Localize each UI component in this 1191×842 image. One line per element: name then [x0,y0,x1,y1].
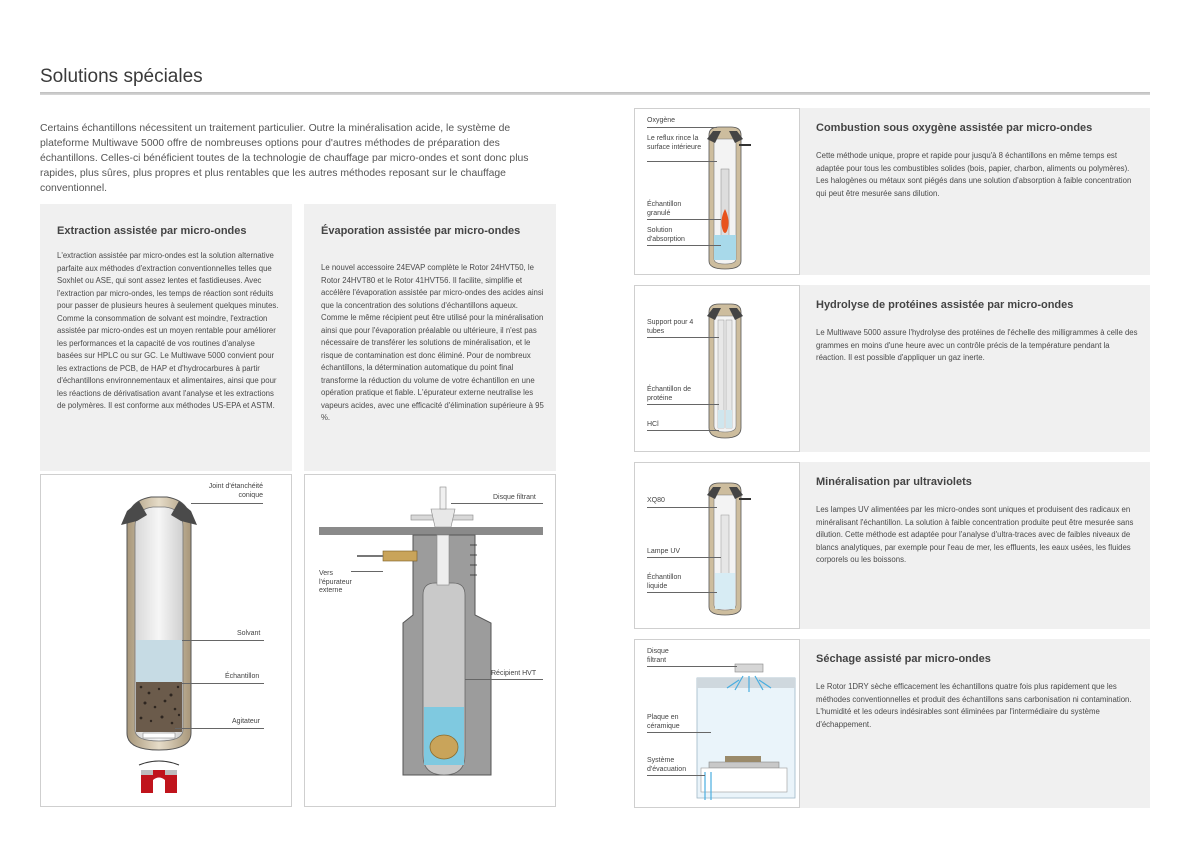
plate-label: Plaque en céramique [647,714,680,730]
hydrolysis-vessel-illustration [635,286,801,453]
hcl-label: HCl [647,421,659,428]
hydrolysis-card [800,285,1150,452]
oxygen-leader [647,127,717,128]
seal-label: Joint d'étanchéité conique [208,483,263,499]
stirrer-leader [175,728,264,729]
absorption-label: Solution d'absorption [647,227,685,243]
filter-label: Disque filtrant [493,494,536,501]
combustion-diagram [634,108,800,275]
drying-filter-label: Disque filtrant [647,648,669,664]
xq80-leader [647,507,717,508]
exhaust-label: Système d'évacuation [647,757,687,773]
stirrer-label: Agitateur [232,718,261,725]
hydrolysis-diagram [634,285,800,452]
granulate-label: Échantillon granulé [647,201,682,217]
extraction-title: Extraction assistée par micro-ondes [57,225,247,237]
absorption-leader [647,245,721,246]
extraction-diagram [40,474,292,807]
sample-label: Échantillon [225,673,260,680]
hcl-leader [647,430,719,431]
uv-title: Minéralisation par ultraviolets [816,476,972,488]
drying-title: Séchage assisté par micro-ondes [816,653,991,665]
oxygen-label: Oxygène [647,117,676,124]
hydrolysis-body: Le Multiwave 5000 assure l'hydrolyse des protéines de l'échelle des milligrammes à celle des grammes en moins d'une heure avec un contrôle précis de la température pendant la réaction. Il est possible d'appliquer un gaz inerte. [816,328,1138,363]
hydrolysis-title: Hydrolyse de protéines assistée par micro-ondes [816,299,1074,311]
reflux-leader [647,161,717,162]
support-leader [647,337,719,338]
reflux-label: Le reflux rince la surface intérieure [647,135,702,151]
filter-leader [451,503,543,504]
combustion-body: Cette méthode unique, propre et rapide pour jusqu'à 8 échantillons en même temps est adaptée pour tous les combustibles solides (bois, papier, charbon, aliments ou polymères). Les halogènes ou métaux sont piégés dans une solution d'absorption à faible concentration qui peut être mesurée sans dilution. [816,151,1132,198]
support-label: Support pour 4 tubes [647,319,694,335]
evaporation-vessel-illustration [305,475,557,808]
drying-card [800,639,1150,808]
vessel-label: Récipient HVT [491,670,537,677]
granulate-leader [647,219,721,220]
solvent-leader [182,640,264,641]
extraction-body: L'extraction assistée par micro-ondes est la solution alternative parfaite aux méthodes d'extraction conventionnelles telles que Soxhlet ou ASE, qui sont assez lentes et fastidieuses. Avec l'extraction par micro-ondes, les temps de réaction sont réduits pour passer de plusieurs heures à seulement quelques minutes. Comme la consommation de solvant est moindre, l'extraction assistée par micro-ondes est un moyen rentable pour améliorer les performances et la capacité de vos routines d'analyse basées sur HPLC ou sur GC. Le Multiwave 5000 convient pour les extractions de PCB, de HAP et d'hydrocarbures à partir d'échantillons environnementaux et alimentaires, ainsi que pour les réactions de dérivatisation avant l'analyse et les extractions de polymères. Il est conforme aux méthodes US-EPA et ASTM. [57,251,279,410]
combustion-title: Combustion sous oxygène assistée par micro-ondes [816,122,1093,134]
exhaust-leader [647,775,705,776]
scrubber-label: Vers l'épurateur externe [319,570,352,594]
evaporation-title: Évaporation assistée par micro-ondes [321,225,521,237]
uv-vessel-illustration [635,463,801,630]
uv-diagram [634,462,800,629]
xq80-label: XQ80 [647,497,665,504]
combustion-card [800,108,1150,275]
evaporation-body: Le nouvel accessoire 24EVAP complète le Rotor 24HVT50, le Rotor 24HVT80 et le Rotor 41HVT56. Il facilite, simplifie et accélère l'évaporation assistée par micro-ondes des acides ainsi que la concentration des solutions d'échantillons aqueux. Comme le même récipient peut être utilisé pour la minéralisation ainsi que pour l'évaporation préalable ou ultérieure, il n'est pas nécessaire de transférer les solutions de minéralisation, et le risque de contamination est donc éliminé. Pour de nombreux échantillons, la détermination automatique du point final transforme la réduction du volume de votre échantillon en une opération pratique et fiable. L'épurateur externe neutralise les vapeurs acides, avec une efficacité d'élimination supérieure à 95 %. [321,263,544,422]
extraction-card [40,204,292,471]
uv-card [800,462,1150,629]
page-title: Solutions spéciales [40,66,203,87]
intro-paragraph: Certains échantillons nécessitent un traitement particulier. Outre la minéralisation acide, le système de plateforme Multiwave 5000 offre de nombreuses options pour d'autres méthodes de préparation des échantillons. Celles-ci bénéficient toutes de la technologie de chauffage par micro-ondes et sont donc plus rapides, plus sûres, plus propres et plus rentables que les autres méthodes reposant sur le chauffage conventionnel. [40,123,529,194]
drying-body: Le Rotor 1DRY sèche efficacement les échantillons quatre fois plus rapidement que les méthodes conventionnelles et produit des échantillons sans carbonisation ni contamination. L'humidité et les odeurs indésirables sont éliminées par l'intermédiaire du système d'échappement. [816,682,1132,729]
evaporation-diagram [304,474,556,807]
lamp-leader [647,557,721,558]
seal-leader [191,503,263,504]
solvent-label: Solvant [237,630,261,637]
liquid-label: Échantillon liquide [647,574,682,590]
uv-body: Les lampes UV alimentées par les micro-ondes sont uniques et produisent des radicaux en minéralisant l'échantillon. La solution à faible concentration produite peut être mesurée sans dilution. Cette méthode est adaptée pour l'analyse d'ultra-traces avec de faibles niveaux de blancs analytiques, par exemple pour l'eau de mer, les effluents, les eaux usées, les fluides corporels ou les boissons. [816,505,1134,565]
scrubber-leader [351,571,383,572]
title-rule [40,92,1150,95]
protein-leader [647,404,719,405]
liquid-leader [647,592,717,593]
extraction-vessel-illustration [41,475,293,808]
drying-filter-leader [647,666,737,667]
protein-label: Échantillon de protéine [647,386,691,402]
drying-diagram [634,639,800,808]
lamp-label: Lampe UV [647,548,681,555]
plate-leader [647,732,711,733]
evaporation-card [304,204,556,471]
vessel-leader [465,679,543,680]
sample-leader [182,683,264,684]
